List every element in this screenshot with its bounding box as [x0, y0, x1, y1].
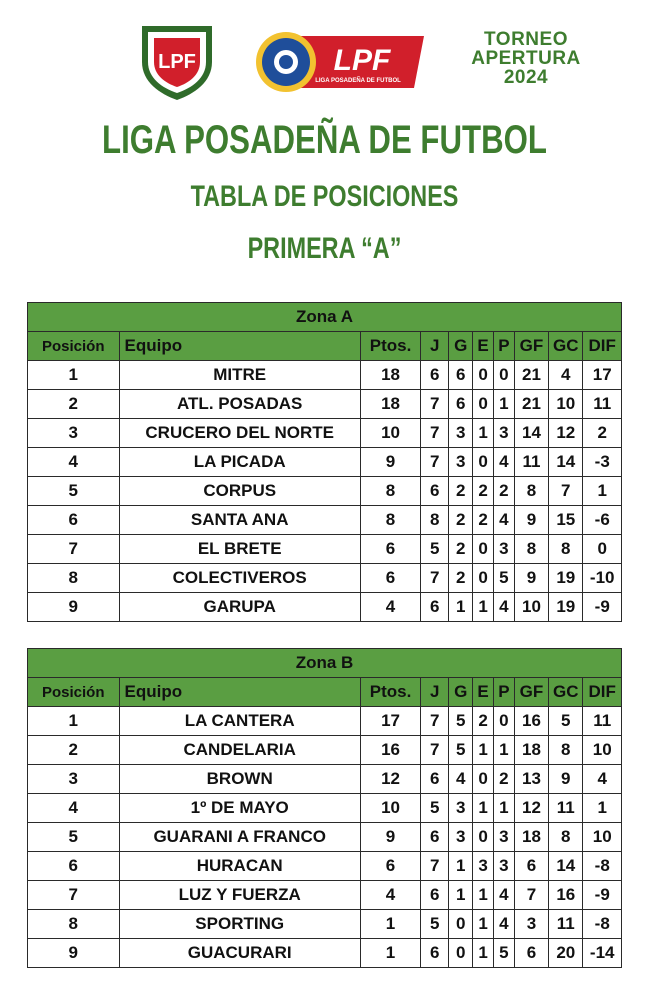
column-header: GF — [514, 678, 548, 707]
table-cell: 2 — [449, 564, 473, 593]
zone-title: Zona B — [28, 649, 622, 678]
table-cell: 2 — [28, 390, 120, 419]
team-name: HURACAN — [119, 852, 360, 881]
table-cell: 8 — [421, 506, 449, 535]
table-cell: 14 — [549, 448, 583, 477]
column-header: P — [493, 332, 514, 361]
team-name: EL BRETE — [119, 535, 360, 564]
table-cell: 11 — [583, 707, 622, 736]
table-cell: 10 — [360, 419, 420, 448]
table-cell: 16 — [549, 881, 583, 910]
team-name: CORPUS — [119, 477, 360, 506]
table-cell: 5 — [449, 707, 473, 736]
table-cell: 18 — [360, 390, 420, 419]
column-header: DIF — [583, 678, 622, 707]
table-cell: 20 — [549, 939, 583, 968]
table-cell: 6 — [360, 564, 420, 593]
team-name: SANTA ANA — [119, 506, 360, 535]
table-cell: 1 — [360, 910, 420, 939]
table-cell: 1 — [473, 939, 494, 968]
table-row — [28, 390, 622, 419]
table-cell: 3 — [449, 794, 473, 823]
table-cell: 7 — [421, 707, 449, 736]
table-cell: 1 — [473, 593, 494, 622]
table-cell: 16 — [360, 736, 420, 765]
table-cell: 6 — [449, 361, 473, 390]
table-cell: 21 — [514, 390, 548, 419]
table-cell: 1 — [583, 794, 622, 823]
table-cell: 10 — [360, 794, 420, 823]
zone-a-table — [27, 302, 622, 622]
page-title: LIGA POSADEÑA DE FUTBOL — [102, 118, 547, 162]
table-cell: 7 — [28, 535, 120, 564]
table-cell: 9 — [28, 593, 120, 622]
table-cell: 3 — [493, 852, 514, 881]
table-cell: 18 — [514, 736, 548, 765]
table-cell: 6 — [421, 939, 449, 968]
division-label: PRIMERA “A” — [247, 232, 402, 265]
table-row — [28, 506, 622, 535]
table-cell: 9 — [28, 939, 120, 968]
tournament-label — [456, 30, 596, 87]
column-header: DIF — [583, 332, 622, 361]
table-cell: 6 — [421, 593, 449, 622]
table-cell: 7 — [549, 477, 583, 506]
column-header: J — [421, 332, 449, 361]
table-cell: 5 — [421, 910, 449, 939]
team-name: CRUCERO DEL NORTE — [119, 419, 360, 448]
zone-b-table — [27, 648, 622, 968]
table-cell: 4 — [493, 506, 514, 535]
team-name: BROWN — [119, 765, 360, 794]
table-cell: 17 — [360, 707, 420, 736]
table-row — [28, 419, 622, 448]
table-cell: -10 — [583, 564, 622, 593]
table-cell: 7 — [421, 419, 449, 448]
column-header: J — [421, 678, 449, 707]
table-cell: 1 — [493, 736, 514, 765]
table-cell: 7 — [421, 564, 449, 593]
table-cell: 9 — [514, 564, 548, 593]
team-name: CANDELARIA — [119, 736, 360, 765]
table-cell: -9 — [583, 881, 622, 910]
table-row — [28, 765, 622, 794]
table-cell: 0 — [493, 361, 514, 390]
table-row — [28, 564, 622, 593]
table-cell: 9 — [514, 506, 548, 535]
table-cell: 11 — [549, 910, 583, 939]
table-cell: 11 — [514, 448, 548, 477]
table-cell: 0 — [449, 939, 473, 968]
table-cell: 10 — [514, 593, 548, 622]
table-cell: 5 — [28, 477, 120, 506]
column-header: Ptos. — [360, 678, 420, 707]
table-cell: 1 — [449, 852, 473, 881]
table-cell: 6 — [360, 535, 420, 564]
table-cell: 0 — [493, 707, 514, 736]
table-cell: 17 — [583, 361, 622, 390]
torneo-line-1: TORNEO — [484, 29, 568, 50]
table-cell: 0 — [473, 823, 494, 852]
table-cell: 4 — [493, 910, 514, 939]
table-cell: 1 — [493, 794, 514, 823]
table-cell: 7 — [421, 448, 449, 477]
column-header: GC — [549, 332, 583, 361]
page-subtitle: TABLA DE POSICIONES — [190, 180, 459, 213]
table-cell: 10 — [583, 823, 622, 852]
table-cell: 3 — [449, 448, 473, 477]
team-name: GUACURARI — [119, 939, 360, 968]
table-cell: 16 — [514, 707, 548, 736]
table-cell: 8 — [514, 477, 548, 506]
table-cell: -8 — [583, 910, 622, 939]
table-cell: 0 — [473, 390, 494, 419]
table-cell: 4 — [549, 361, 583, 390]
banner-logo-text: LPF — [333, 44, 391, 77]
table-cell: 4 — [583, 765, 622, 794]
table-cell: 1 — [473, 736, 494, 765]
table-cell: 4 — [28, 448, 120, 477]
table-cell: -3 — [583, 448, 622, 477]
table-cell: 5 — [493, 564, 514, 593]
table-cell: 3 — [514, 910, 548, 939]
column-header: G — [449, 678, 473, 707]
table-row — [28, 794, 622, 823]
table-cell: 7 — [421, 852, 449, 881]
table-cell: 1 — [473, 794, 494, 823]
table-cell: 1 — [473, 910, 494, 939]
column-header: G — [449, 332, 473, 361]
table-cell: 1 — [360, 939, 420, 968]
table-cell: -14 — [583, 939, 622, 968]
table-cell: 9 — [549, 765, 583, 794]
table-cell: 9 — [360, 448, 420, 477]
table-cell: 8 — [28, 910, 120, 939]
table-cell: 1 — [449, 881, 473, 910]
table-cell: 9 — [360, 823, 420, 852]
table-cell: 8 — [360, 506, 420, 535]
table-cell: 1 — [493, 390, 514, 419]
table-cell: 2 — [449, 535, 473, 564]
table-cell: 7 — [421, 736, 449, 765]
table-cell: 6 — [514, 852, 548, 881]
table-cell: 8 — [28, 564, 120, 593]
column-header: Posición — [28, 332, 120, 361]
table-cell: 6 — [449, 390, 473, 419]
table-row — [28, 881, 622, 910]
table-row — [28, 707, 622, 736]
table-row — [28, 823, 622, 852]
table-row — [28, 448, 622, 477]
table-cell: 7 — [514, 881, 548, 910]
team-name: LA CANTERA — [119, 707, 360, 736]
table-cell: 2 — [473, 506, 494, 535]
table-cell: 5 — [28, 823, 120, 852]
table-row — [28, 535, 622, 564]
table-cell: 0 — [583, 535, 622, 564]
table-cell: 6 — [421, 361, 449, 390]
team-name: LA PICADA — [119, 448, 360, 477]
table-cell: -6 — [583, 506, 622, 535]
column-header: Posición — [28, 678, 120, 707]
table-cell: 2 — [449, 506, 473, 535]
table-cell: 7 — [421, 390, 449, 419]
table-cell: 0 — [449, 910, 473, 939]
table-cell: 3 — [493, 823, 514, 852]
table-cell: 8 — [360, 477, 420, 506]
lpf-banner-logo — [254, 30, 426, 94]
team-name: GARUPA — [119, 593, 360, 622]
table-cell: 5 — [421, 794, 449, 823]
team-name: SPORTING — [119, 910, 360, 939]
table-cell: 3 — [493, 419, 514, 448]
table-cell: 8 — [549, 535, 583, 564]
table-cell: 6 — [514, 939, 548, 968]
table-cell: 6 — [421, 477, 449, 506]
table-cell: 0 — [473, 564, 494, 593]
column-header: GF — [514, 332, 548, 361]
table-row — [28, 477, 622, 506]
table-cell: 19 — [549, 564, 583, 593]
table-cell: 1 — [473, 419, 494, 448]
table-cell: 6 — [28, 506, 120, 535]
team-name: 1º DE MAYO — [119, 794, 360, 823]
table-cell: 3 — [449, 823, 473, 852]
table-cell: 6 — [421, 881, 449, 910]
table-cell: 8 — [514, 535, 548, 564]
table-cell: -9 — [583, 593, 622, 622]
table-cell: 8 — [549, 823, 583, 852]
torneo-line-2: APERTURA — [471, 48, 581, 69]
team-name: LUZ Y FUERZA — [119, 881, 360, 910]
team-name: ATL. POSADAS — [119, 390, 360, 419]
table-cell: 10 — [583, 736, 622, 765]
table-cell: 18 — [514, 823, 548, 852]
table-cell: 4 — [360, 593, 420, 622]
table-cell: 1 — [449, 593, 473, 622]
table-cell: 11 — [549, 794, 583, 823]
table-cell: 11 — [583, 390, 622, 419]
table-cell: 10 — [549, 390, 583, 419]
table-row — [28, 910, 622, 939]
table-cell: 14 — [514, 419, 548, 448]
table-row — [28, 736, 622, 765]
table-cell: 19 — [549, 593, 583, 622]
column-header: Equipo — [119, 332, 360, 361]
table-cell: 12 — [549, 419, 583, 448]
table-cell: 4 — [360, 881, 420, 910]
table-cell: 12 — [514, 794, 548, 823]
table-cell: 4 — [28, 794, 120, 823]
table-cell: 3 — [28, 419, 120, 448]
shield-logo-text: LPF — [158, 51, 196, 73]
team-name: MITRE — [119, 361, 360, 390]
table-cell: 2 — [473, 477, 494, 506]
table-row — [28, 361, 622, 390]
table-cell: 14 — [549, 852, 583, 881]
lpf-shield-logo — [138, 22, 216, 102]
table-cell: 5 — [421, 535, 449, 564]
table-cell: 2 — [493, 477, 514, 506]
table-cell: 18 — [360, 361, 420, 390]
table-cell: 4 — [493, 881, 514, 910]
column-header: E — [473, 678, 494, 707]
table-cell: 6 — [421, 823, 449, 852]
table-cell: 3 — [493, 535, 514, 564]
table-cell: 1 — [473, 881, 494, 910]
table-cell: 5 — [549, 707, 583, 736]
table-row — [28, 852, 622, 881]
table-cell: 0 — [473, 448, 494, 477]
zone-title: Zona A — [28, 303, 622, 332]
table-cell: 1 — [28, 707, 120, 736]
table-cell: 2 — [28, 736, 120, 765]
table-cell: 1 — [583, 477, 622, 506]
table-cell: 0 — [473, 361, 494, 390]
table-cell: 2 — [583, 419, 622, 448]
table-cell: 2 — [449, 477, 473, 506]
table-cell: 21 — [514, 361, 548, 390]
column-header: E — [473, 332, 494, 361]
table-cell: 5 — [493, 939, 514, 968]
table-cell: 15 — [549, 506, 583, 535]
table-cell: 4 — [493, 593, 514, 622]
table-cell: 3 — [28, 765, 120, 794]
table-cell: 6 — [28, 852, 120, 881]
table-cell: 6 — [360, 852, 420, 881]
table-cell: 0 — [473, 765, 494, 794]
table-cell: 3 — [449, 419, 473, 448]
column-header: P — [493, 678, 514, 707]
table-cell: 4 — [449, 765, 473, 794]
banner-logo-subtext: LIGA POSADEÑA DE FUTBOL — [315, 78, 401, 84]
table-cell: 4 — [493, 448, 514, 477]
column-header: Ptos. — [360, 332, 420, 361]
table-cell: 1 — [28, 361, 120, 390]
table-cell: 13 — [514, 765, 548, 794]
table-cell: 5 — [449, 736, 473, 765]
table-cell: 6 — [421, 765, 449, 794]
table-cell: 3 — [473, 852, 494, 881]
table-row — [28, 593, 622, 622]
table-cell: 0 — [473, 535, 494, 564]
table-cell: 8 — [549, 736, 583, 765]
team-name: COLECTIVEROS — [119, 564, 360, 593]
table-cell: 7 — [28, 881, 120, 910]
table-cell: 12 — [360, 765, 420, 794]
team-name: GUARANI A FRANCO — [119, 823, 360, 852]
table-row — [28, 939, 622, 968]
column-header: GC — [549, 678, 583, 707]
table-cell: -8 — [583, 852, 622, 881]
column-header: Equipo — [119, 678, 360, 707]
table-cell: 2 — [493, 765, 514, 794]
torneo-line-3: 2024 — [503, 67, 549, 88]
table-cell: 2 — [473, 707, 494, 736]
